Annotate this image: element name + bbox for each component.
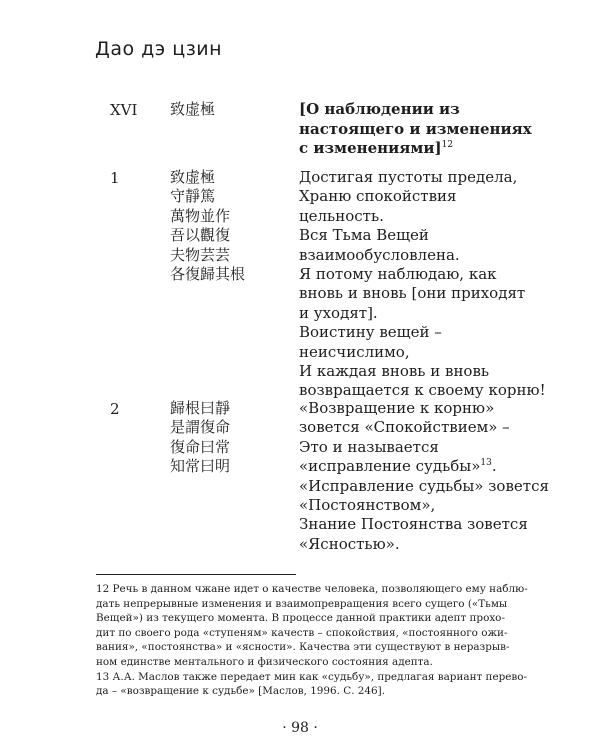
translation-line: неисчислимо, [299, 342, 410, 361]
hanzi-line: 復命曰常 [170, 437, 231, 456]
footnote-13 [96, 670, 528, 699]
translation-line: «Исправление судьбы» зовется [299, 476, 549, 495]
chapter-title [299, 100, 532, 159]
chapter-title-line: [О наблюдении из [299, 100, 460, 118]
hanzi-line: 知常曰明 [170, 457, 231, 476]
chapter-hanzi-title: 致虚極 [170, 100, 216, 118]
stanza-number: 2 [110, 400, 120, 418]
translation-line: вновь и вновь [они приходят [299, 284, 526, 303]
hanzi-line: 守靜篤 [170, 187, 216, 206]
hanzi-line: 夫物芸芸 [170, 245, 231, 264]
footnote-line: ном единстве ментального и физического состояния адепта. [96, 655, 433, 668]
chapter-title-line: с изменениями]$^{12}$ [299, 139, 454, 158]
hanzi-line: 歸根曰靜 [170, 399, 231, 417]
chapter-title-line: настоящего и изменениях [299, 119, 532, 138]
footnote-line: Вещей») из текущего момента. В процессе данной практики адепт прохо- [96, 612, 505, 625]
hanzi-line: 萬物並作 [170, 206, 231, 225]
hanzi-line: 吾以觀復 [170, 226, 231, 245]
translation-line: цельность. [299, 206, 384, 225]
translation-line: возвращается к своему корню! [299, 381, 546, 400]
footnote-line: 12 Речь в данном чжане идет о качестве человека, позволяющего ему наблю- [96, 583, 528, 595]
footnote-ref-12[interactable]: 12 [441, 140, 454, 151]
footnote-12 [96, 582, 528, 670]
translation-line: и уходят]. [299, 303, 378, 322]
translation-line: Это и называется [299, 437, 439, 456]
stanza-translation [299, 399, 549, 554]
translation-line: «Ясностью». [299, 534, 400, 553]
translation-line: взаимообусловлена. [299, 245, 460, 264]
footnote-ref-13[interactable]: 13 [480, 458, 492, 469]
translation-line: «исправление судьбы»$^{13}$. [299, 457, 497, 476]
footnote-line: да – «возвращение к судьбе» [Маслов, 1996. С. 246]. [96, 685, 385, 698]
chapter-number: XVI [110, 101, 138, 119]
stanza-hanzi [170, 168, 280, 284]
translation-line: Вся Тьма Вещей [299, 226, 429, 245]
translation-line: Знание Постоянства зовется [299, 515, 528, 534]
footnote-line: дит по своего рода «ступеням» качеств – спокойствия, «постоянного ожи- [96, 626, 508, 639]
footnotes [96, 582, 528, 699]
hanzi-line: 各復歸其根 [170, 265, 246, 284]
translation-line: зовется «Спокойствием» – [299, 418, 510, 437]
translation-line: Достигая пустоты предела, [299, 168, 518, 186]
footnote-line: 13 А.А. Маслов также передает мин как «судьбу», предлагая вариант перево- [96, 670, 528, 683]
page-number: · 98 · [282, 720, 318, 736]
stanza-hanzi [170, 399, 280, 477]
translation-line: Воистину вещей – [299, 323, 442, 342]
stanza-translation [299, 168, 546, 401]
hanzi-line: 是謂復命 [170, 418, 231, 437]
translation-line: Храню спокойствия [299, 187, 457, 206]
hanzi-line: 致虚極 [170, 168, 216, 186]
running-header: Дао дэ цзин [95, 38, 223, 60]
footnote-separator [96, 574, 296, 575]
footnote-line: дать непрерывные изменения и взаимопревращения всего сущего («Тьмы [96, 597, 508, 610]
translation-line: «Постоянством», [299, 496, 436, 515]
footnote-line: вания», «постоянства» и «ясности». Качества эти существуют в неразрыв- [96, 641, 510, 654]
translation-line: Я потому наблюдаю, как [299, 265, 497, 284]
translation-line: «Возвращение к корню» [299, 399, 495, 417]
translation-line: И каждая вновь и вновь [299, 362, 490, 381]
stanza-number: 1 [110, 169, 120, 187]
